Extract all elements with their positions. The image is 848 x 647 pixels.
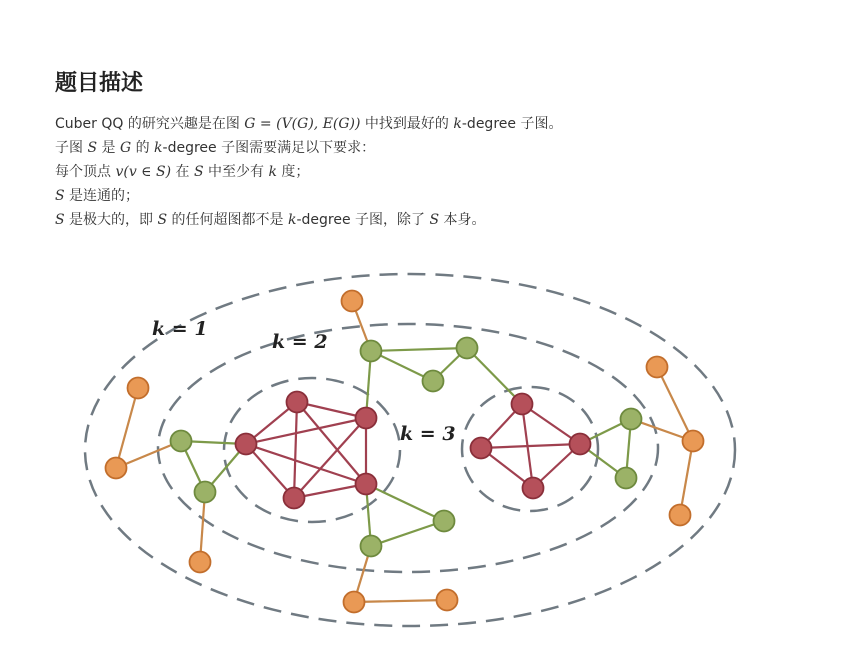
text: 的任何超图都不是 bbox=[167, 212, 288, 228]
text: 子图 bbox=[55, 140, 88, 156]
node-green-g1 bbox=[361, 341, 382, 362]
text: -degree 子图。 bbox=[461, 116, 563, 132]
text: 的 bbox=[131, 140, 155, 156]
text: -degree 子图，除了 bbox=[296, 212, 430, 228]
node-orange-o2 bbox=[128, 378, 149, 399]
text: 是连通的； bbox=[64, 188, 140, 204]
node-orange-o3 bbox=[106, 458, 127, 479]
edge-g1-g2 bbox=[371, 348, 467, 351]
edge-r1-r5 bbox=[294, 402, 297, 498]
k-core-diagram bbox=[0, 260, 848, 647]
math-G: G bbox=[119, 140, 132, 156]
node-red-r9 bbox=[523, 478, 544, 499]
node-green-g7 bbox=[616, 468, 637, 489]
text: 中找到最好的 bbox=[360, 116, 454, 132]
text: -degree 子图需要满足以下要求： bbox=[162, 140, 376, 156]
node-red-r7 bbox=[471, 438, 492, 459]
node-red-r2 bbox=[356, 408, 377, 429]
edge-o2-o3 bbox=[116, 388, 138, 468]
node-red-r3 bbox=[236, 434, 257, 455]
node-red-r1 bbox=[287, 392, 308, 413]
statement-line-2 bbox=[55, 136, 815, 160]
node-green-g5 bbox=[195, 482, 216, 503]
text: 度； bbox=[276, 164, 310, 180]
math-S: S bbox=[157, 212, 168, 228]
statement-line-3 bbox=[55, 160, 815, 184]
label-k1: k = 1 bbox=[152, 318, 208, 340]
math-k: k bbox=[268, 164, 277, 180]
statement-line-5 bbox=[55, 208, 815, 232]
math-S: S bbox=[55, 188, 65, 204]
text: 本身。 bbox=[439, 212, 486, 228]
text: 是 bbox=[97, 140, 120, 156]
math-k: k bbox=[288, 212, 297, 228]
node-orange-o4 bbox=[190, 552, 211, 573]
math-S: S bbox=[429, 212, 440, 228]
edge-r4-g8 bbox=[366, 484, 444, 521]
math-vertex: v(v ∈ S) bbox=[115, 164, 172, 180]
text: Cuber QQ 的研究兴趣是在图 bbox=[55, 116, 245, 132]
edge-r2-r3 bbox=[246, 418, 366, 444]
text: 中至少有 bbox=[203, 164, 269, 180]
edge-r7-r8 bbox=[481, 444, 580, 448]
node-red-r5 bbox=[284, 488, 305, 509]
text: 是极大的，即 bbox=[64, 212, 158, 228]
math-S: S bbox=[55, 212, 65, 228]
node-orange-o5 bbox=[647, 357, 668, 378]
statement-line-4 bbox=[55, 184, 815, 208]
node-green-g2 bbox=[457, 338, 478, 359]
text: 每个顶点 bbox=[55, 164, 116, 180]
math-S: S bbox=[193, 164, 204, 180]
node-orange-o6 bbox=[683, 431, 704, 452]
math-graph: G = (V(G), E(G)) bbox=[244, 116, 361, 132]
math-k: k bbox=[154, 140, 163, 156]
node-orange-o9 bbox=[437, 590, 458, 611]
node-red-r8 bbox=[570, 434, 591, 455]
page-title: 题目描述 bbox=[55, 71, 144, 96]
math-k: k bbox=[453, 116, 462, 132]
math-S: S bbox=[87, 140, 98, 156]
node-red-r6 bbox=[512, 394, 533, 415]
node-orange-o8 bbox=[344, 592, 365, 613]
statement-line-1 bbox=[55, 112, 815, 136]
node-red-r4 bbox=[356, 474, 377, 495]
node-green-g4 bbox=[171, 431, 192, 452]
edge-g8-g9 bbox=[371, 521, 444, 546]
text: 在 bbox=[171, 164, 194, 180]
node-orange-o1 bbox=[342, 291, 363, 312]
node-green-g8 bbox=[434, 511, 455, 532]
label-k2: k = 2 bbox=[272, 331, 328, 353]
node-green-g9 bbox=[361, 536, 382, 557]
node-orange-o7 bbox=[670, 505, 691, 526]
label-k3: k = 3 bbox=[400, 423, 456, 445]
node-green-g3 bbox=[423, 371, 444, 392]
edge-o8-o9 bbox=[354, 600, 447, 602]
node-green-g6 bbox=[621, 409, 642, 430]
problem-statement bbox=[55, 112, 815, 232]
